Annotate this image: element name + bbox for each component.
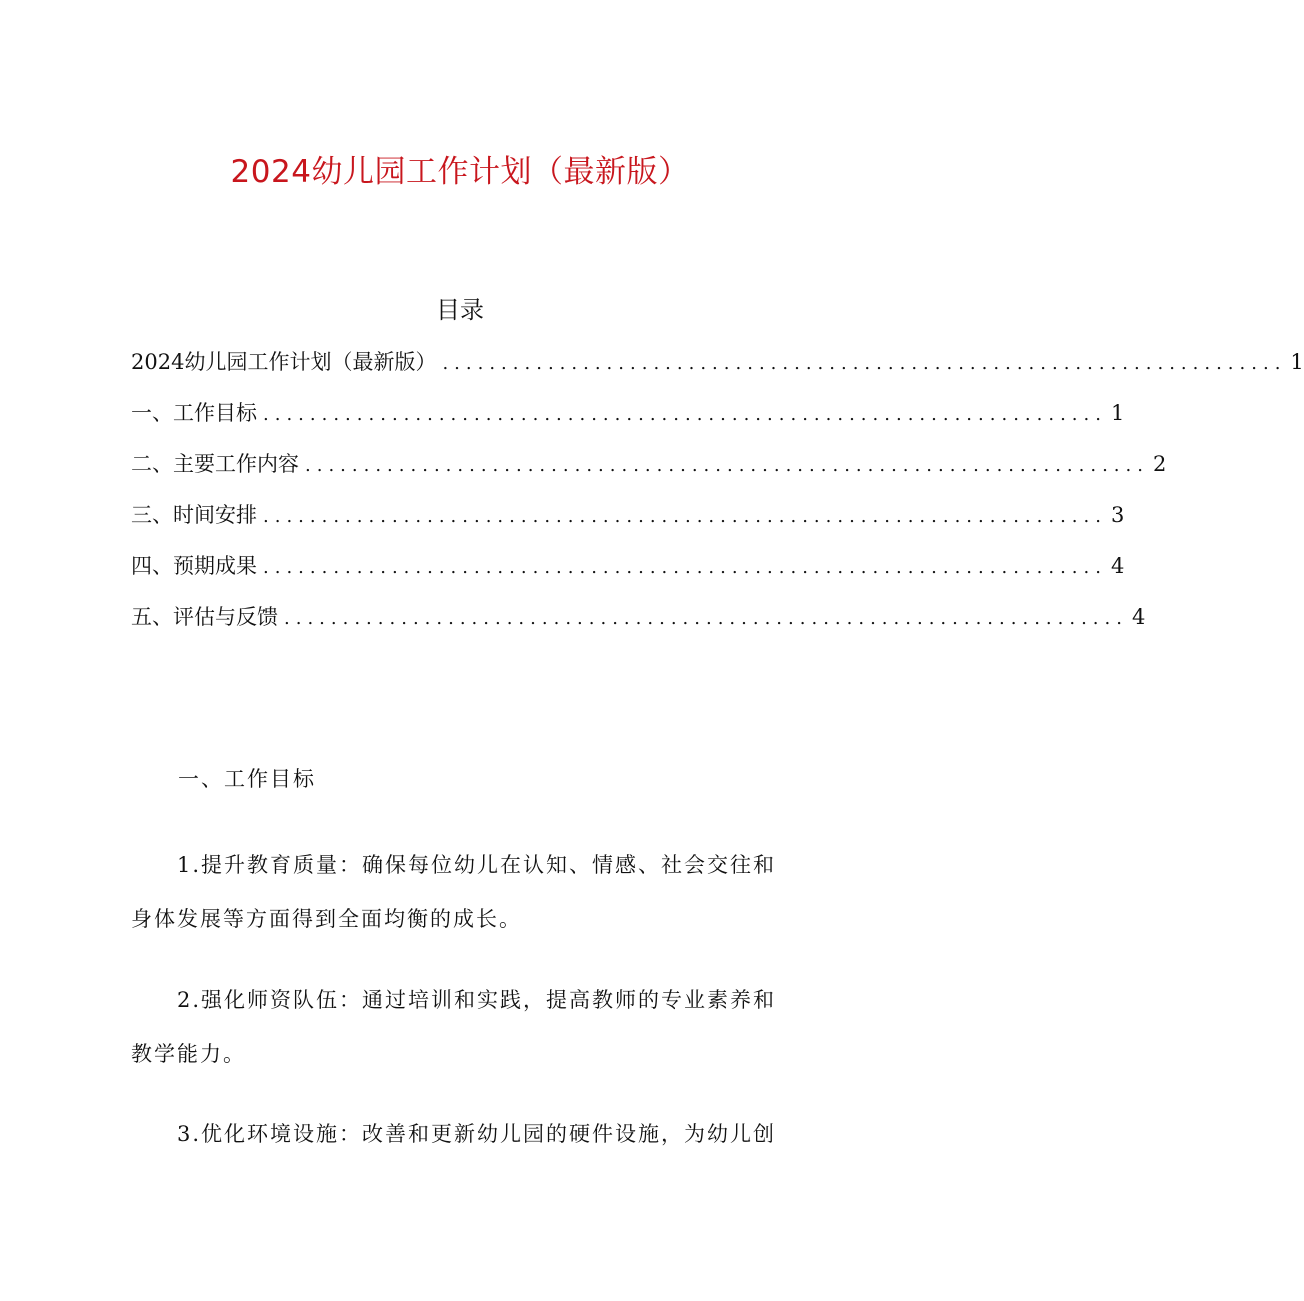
toc-entry-label: 一、工作目标 — [131, 401, 257, 425]
table-of-contents — [131, 345, 1304, 651]
section-heading: 一、工作目标 — [178, 767, 316, 791]
toc-entry-page: 2 — [1152, 452, 1167, 476]
toc-entry-page: 1 — [1110, 401, 1125, 425]
toc-entry-label: 五、评估与反馈 — [131, 605, 278, 629]
toc-entry-label: 2024幼儿园工作计划（最新版） — [131, 350, 437, 374]
document-title: 2024幼儿园工作计划（最新版） — [230, 154, 690, 190]
toc-entry[interactable] — [131, 600, 1146, 651]
toc-leader-dots: ........................................................................ — [263, 506, 1107, 527]
toc-entry[interactable] — [131, 498, 1125, 549]
body-paragraph: 1.提升教育质量：确保每位幼儿在认知、情感、社会交往和身体发展等方面得到全面均衡的成长。 — [131, 853, 777, 931]
toc-entry-label: 四、预期成果 — [131, 554, 257, 578]
body-paragraph: 2.强化师资队伍：通过培训和实践，提高教师的专业素养和教学能力。 — [131, 988, 777, 1066]
toc-entry-page: 4 — [1131, 605, 1146, 629]
toc-leader-dots: ........................................................................ — [442, 353, 1287, 374]
toc-leader-dots: ........................................................................ — [263, 557, 1107, 578]
toc-entry-page: 1 — [1290, 350, 1304, 374]
toc-entry[interactable] — [131, 345, 1304, 396]
toc-entry-page: 3 — [1110, 503, 1125, 527]
toc-entry-label: 三、时间安排 — [131, 503, 257, 527]
body-paragraph: 3.优化环境设施：改善和更新幼儿园的硬件设施，为幼儿创 — [177, 1122, 777, 1146]
toc-entry[interactable] — [131, 549, 1125, 600]
toc-entry[interactable] — [131, 396, 1125, 447]
toc-leader-dots: ........................................................................ — [305, 455, 1149, 476]
toc-entry-page: 4 — [1110, 554, 1125, 578]
toc-entry[interactable] — [131, 447, 1167, 498]
toc-leader-dots: ........................................................................ — [284, 608, 1128, 629]
toc-leader-dots: ........................................................................ — [263, 404, 1107, 425]
toc-entry-label: 二、主要工作内容 — [131, 452, 299, 476]
toc-heading: 目录 — [436, 296, 484, 324]
